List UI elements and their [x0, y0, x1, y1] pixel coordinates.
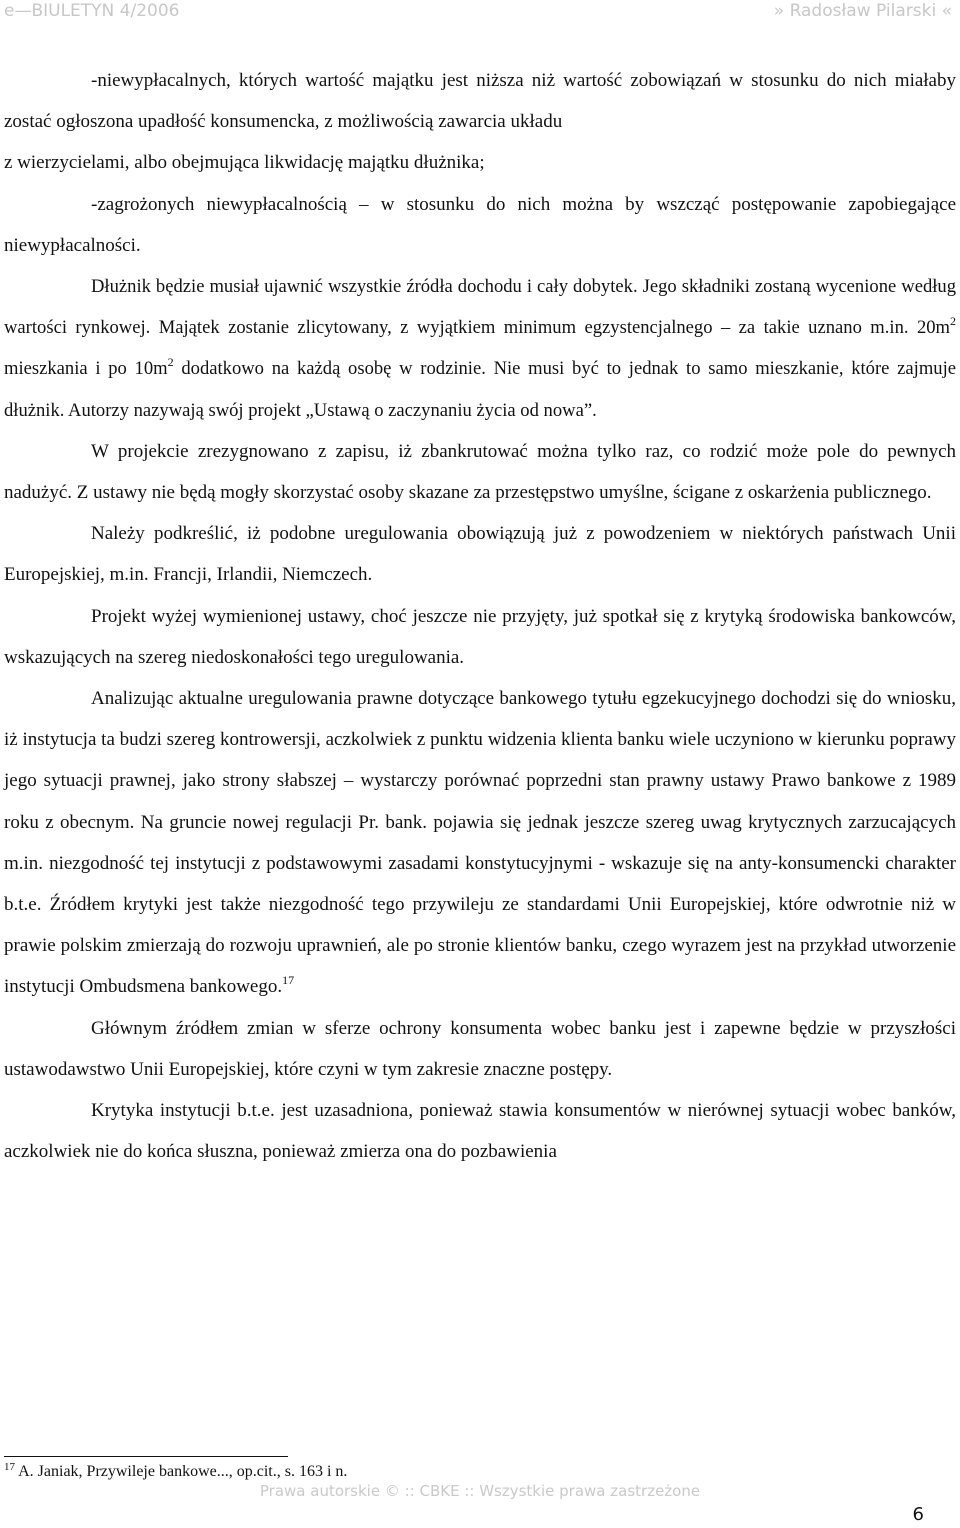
- paragraph: Należy podkreślić, iż podobne uregulowania obowiązują już z powodzeniem w niektórych państwach Unii Europejskiej, m.in. Francji, Irlandii, Niemczech.: [4, 523, 956, 586]
- running-header: [0, 0, 960, 26]
- header-author: » Radosław Pilarski «: [773, 1, 952, 21]
- page-number: 6: [912, 1504, 924, 1525]
- superscript: 2: [167, 355, 174, 370]
- footnote-number: 17: [4, 1461, 15, 1473]
- paragraph: W projekcie zrezygnowano z zapisu, iż zbankrutować można tylko raz, co rodzić może pole do pewnych nadużyć. Z ustawy nie będą mogły skorzystać osoby skazane za przestępstwo umyślne, ścigane z oskarżenia publicznego.: [4, 440, 956, 504]
- paragraph-text: Analizując aktualne uregulowania prawne dotyczące bankowego tytułu egzekucyjnego dochodzi się do wniosku, iż instytucja ta budzi szereg kontrowersji, aczkolwiek z punktu widzenia klienta banku wiele uczyniono w kierunku poprawy jego sytuacji prawnej, jako strony słabszej – wystarczy porównać poprzedni stan prawny ustawy Prawo bankowe z 1989 roku z obecnym. Na gruncie nowej regulacji Pr. bank. pojawia się jednak jeszcze szereg uwag krytycznych zarzucających m.in. niezgodność tej instytucji z podstawowymi zasadami konstytucyjnymi - wskazuje się na anty-konsumencki charakter b.t.e. Źródłem krytyki jest także niezgodność tego przywileju ze standardami Unii Europejskiej, które odwrotnie niż w prawie polskim zmierzają do rozwoju uprawnień, ale po stronie klientów banku, czego wyrazem jest na przykład utworzenie instytucji Ombudsmena bankowego.: [4, 688, 956, 998]
- footnote-separator: [4, 1456, 288, 1457]
- paragraph: Krytyka instytucji b.t.e. jest uzasadniona, ponieważ stawia konsumentów w nierównej sytuacji wobec banków, aczkolwiek nie do końca słuszna, ponieważ zmierza ona do pozbawienia: [4, 1100, 956, 1163]
- paragraph: z wierzycielami, albo obejmująca likwidację majątku dłużnika;: [4, 152, 485, 174]
- paragraph: [4, 678, 956, 1008]
- paragraph: Głównym źródłem zmian w sferze ochrony konsumenta wobec banku jest i zapewne będzie w przyszłości ustawodawstwo Unii Europejskiej, które czyni w tym zakresie znaczne postępy.: [4, 1017, 956, 1080]
- copyright-footer: Prawa autorskie © :: CBKE :: Wszystkie prawa zastrzeżone: [259, 1482, 701, 1500]
- paragraph: -niewypłacalnych, których wartość majątku jest niższa niż wartość zobowiązań w stosunku do nich miałaby zostać ogłoszona upadłość konsumencka, z możliwością zawarcia układu: [4, 70, 956, 133]
- paragraph: -zagrożonych niewypłacalnością – w stosunku do nich można by wszcząć postępowanie zapobiegające niewypłacalności.: [4, 193, 956, 256]
- footnote: [4, 1463, 347, 1481]
- header-journal-title: e—BIULETYN 4/2006: [4, 1, 180, 21]
- article-body: [4, 60, 956, 1172]
- superscript: 2: [950, 314, 956, 329]
- paragraph: Projekt wyżej wymienionej ustawy, choć jeszcze nie przyjęty, już spotkał się z krytyką środowiska bankowców, wskazujących na szereg niedoskonałości tego uregulowania.: [4, 605, 956, 668]
- paragraph: [4, 266, 956, 431]
- footnote-reference[interactable]: 17: [282, 973, 295, 988]
- footnote-text: A. Janiak, Przywileje bankowe..., op.cit., s. 163 i n.: [15, 1463, 348, 1480]
- paragraph-text: Dłużnik będzie musiał ujawnić wszystkie źródła dochodu i cały dobytek. Jego składniki zostaną wycenione według wartości rynkowej. Majątek zostanie zlicytowany, z wyjątkiem minimum egzystencjalnego – za takie uznano m.in. 20m: [4, 276, 956, 339]
- paragraph-text: dodatkowo na każdą osobę w rodzinie. Nie musi być to jednak to samo mieszkanie, które zajmuje dłużnik. Autorzy nazywają swój projekt „Ustawą o zaczynaniu życia od nowa”.: [4, 358, 956, 421]
- paragraph-text: mieszkania i po 10m: [4, 358, 168, 380]
